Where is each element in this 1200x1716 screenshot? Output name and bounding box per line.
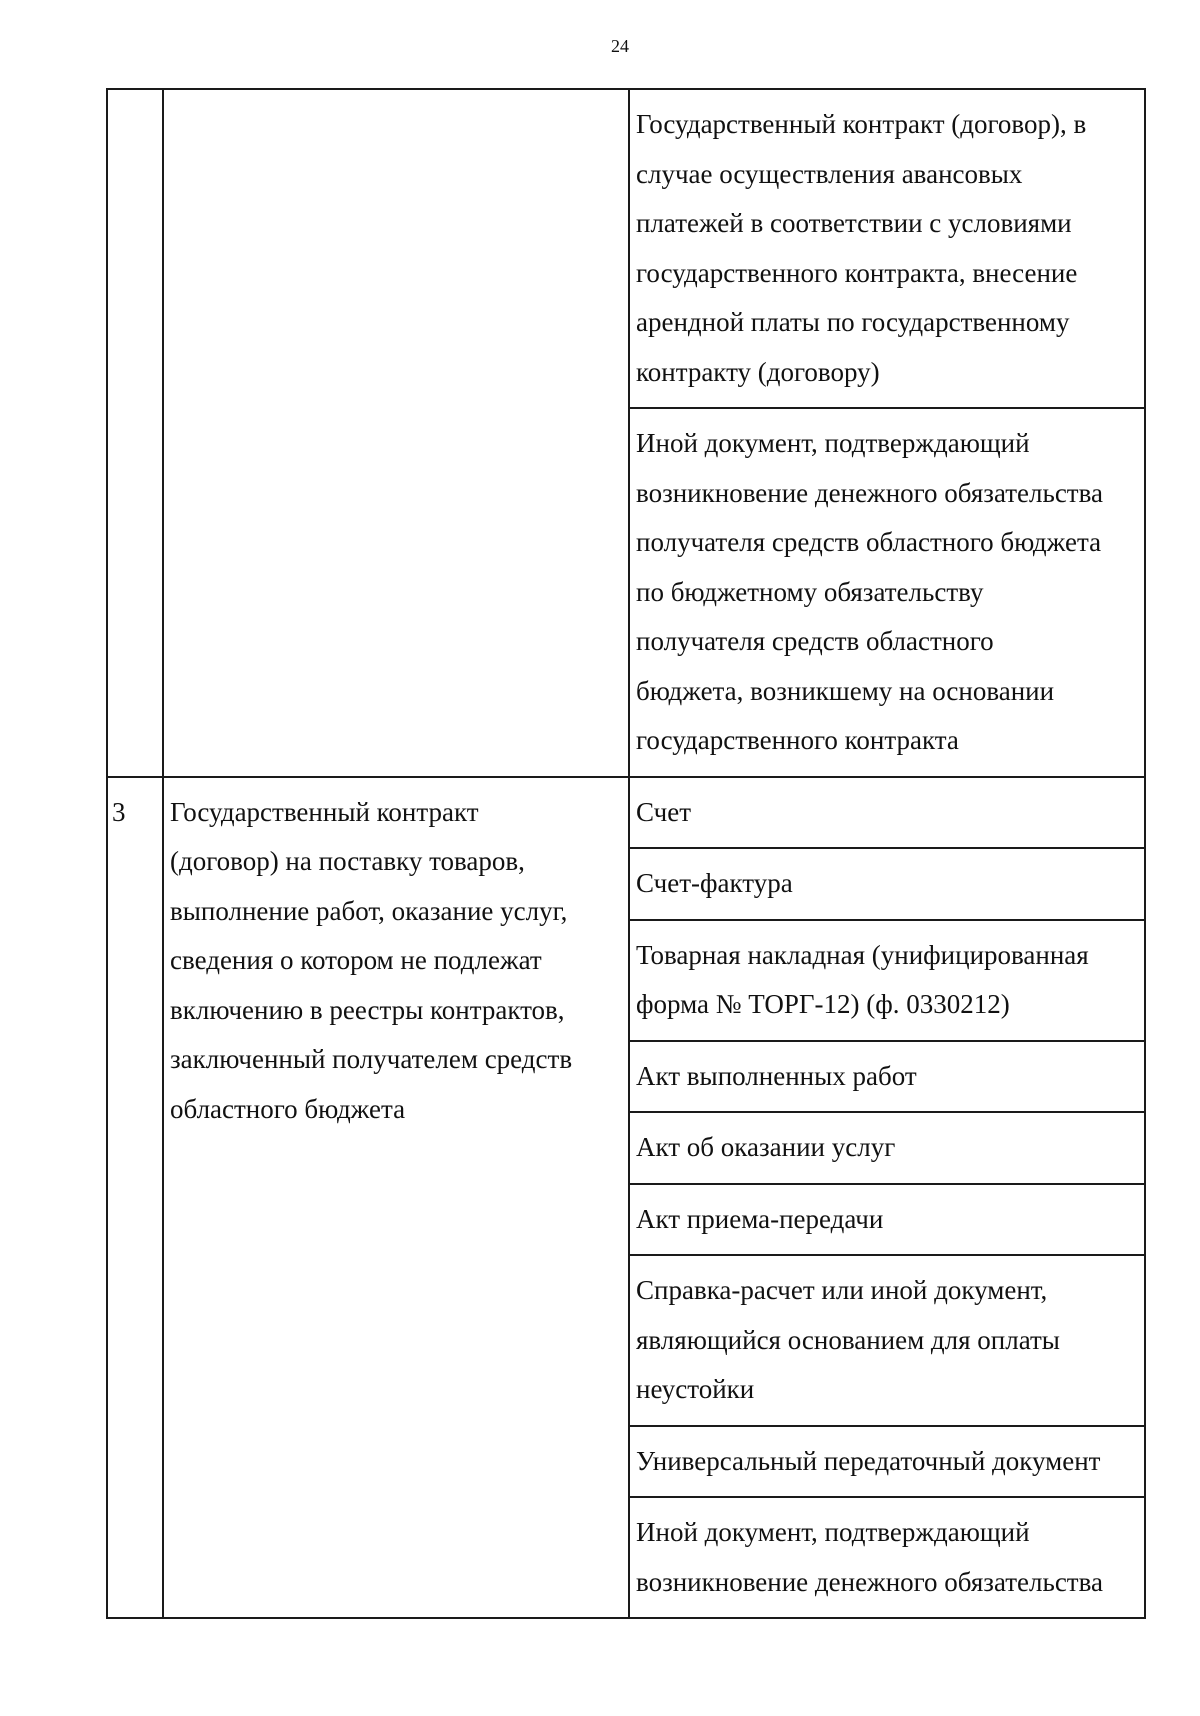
table-row-3 [107,777,1145,849]
row-number-cell [107,777,163,1619]
document-text: Счет [636,796,692,827]
document-cell [629,1112,1145,1184]
basis-cell [163,89,629,777]
document-cell [629,1497,1145,1618]
document-cell [629,89,1145,408]
row-number: 3 [112,796,126,827]
table-row-continued [107,89,1145,408]
document-cell [629,408,1145,777]
document-text: Счет-фактура [636,868,793,898]
page-number: 24 [611,36,629,56]
document-text: Акт выполненных работ [636,1060,917,1091]
document-cell [629,920,1145,1041]
document-cell [629,1255,1145,1426]
document-text: Универсальный передаточный документ [636,1445,1101,1476]
document-cell [629,1426,1145,1498]
row-number-cell [107,89,163,777]
document-cell [629,848,1145,920]
basis-text: Государственный контракт (договор) на поставку товаров, выполнение работ, оказание услуг, сведения о котором не подлежат включению в реестры контрактов, заключенный получателем средств областного бюджета [170,796,573,1124]
document-text: Акт приема-передачи [636,1203,884,1234]
document-text: Товарная накладная (унифицированная форма № ТОРГ-12) (ф. 0330212) [636,939,1089,1019]
document-text: Иной документ, подтверждающий возникновение денежного обязательства [636,1517,1103,1597]
document-cell [629,777,1145,849]
document-cell [629,1041,1145,1113]
document-cell [629,1184,1145,1256]
document-text: Справка-расчет или иной документ, являющийся основанием для оплаты неустойки [636,1275,1060,1404]
documents-table [106,88,1146,1619]
document-text: Государственный контракт (договор), в случае осуществления авансовых платежей в соответствии с условиями государственного контракта, внесение арендной платы по государственному контракту (договору) [636,109,1087,387]
document-text: Иной документ, подтверждающий возникновение денежного обязательства получателя средств областного бюджета по бюджетному обязательству получателя средств областного бюджета, возникшему на основании государственного контракта [636,428,1103,755]
document-text: Акт об оказании услуг [636,1132,896,1162]
basis-cell [163,777,629,1619]
